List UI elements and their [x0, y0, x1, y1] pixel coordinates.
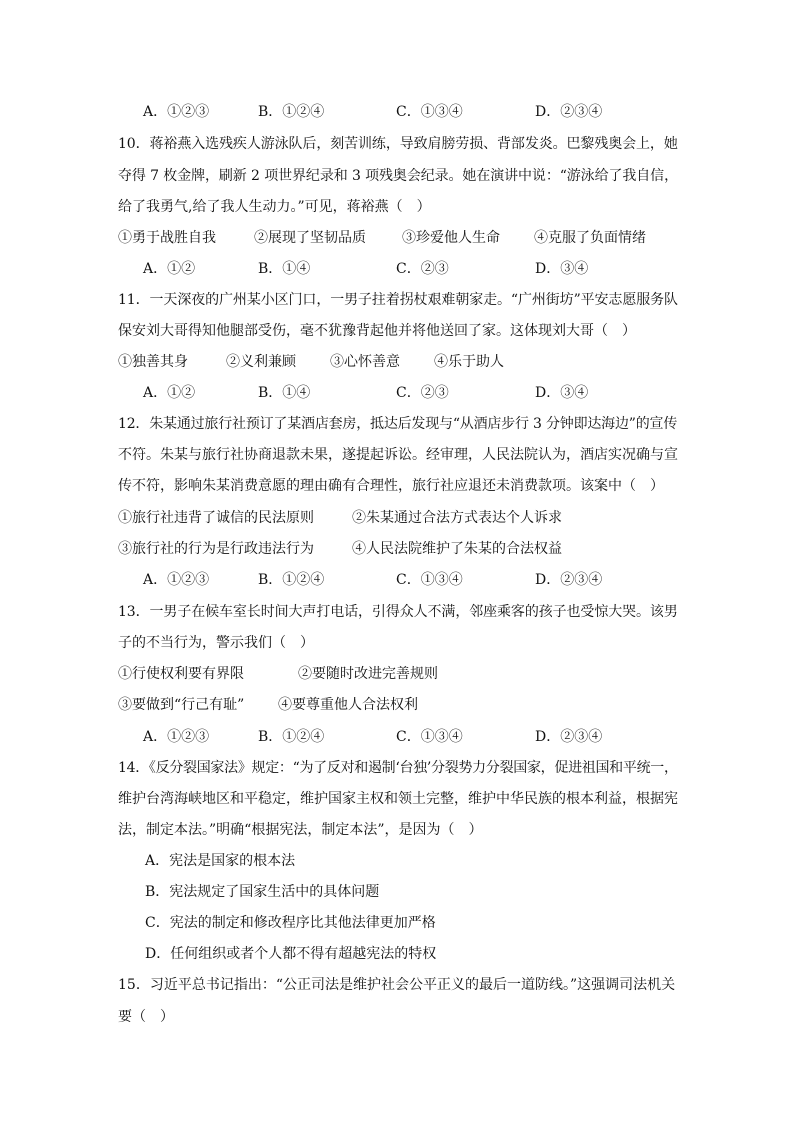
q9-option-d: D．②③④ [535, 104, 603, 120]
q10-stem-line-2: 夺得 7 枚金牌，刷新 2 项世界纪录和 3 项残奥会纪录。她在演讲中说：“游泳给了我自信， [118, 168, 678, 184]
q11-stem-line-2: 保安刘大哥得知他腿部受伤，毫不犹豫背起他并将他送回了家。这体现刘大哥（ ） [118, 323, 636, 339]
q11-option-b: B．①④ [258, 385, 311, 401]
q12-option-b: B．①②④ [258, 572, 325, 588]
q12-options [143, 570, 663, 590]
q9-option-c: C．①③④ [396, 104, 463, 120]
q9-options [143, 102, 663, 122]
q14-option-c: C．宪法的制定和修改程序比其他法律更加严格 [145, 915, 436, 931]
q12-stem-line-2: 不符。朱某与旅行社协商退款未果，遂提起诉讼。经审理，人民法院认为，酒店实况确与宣 [118, 447, 678, 463]
q11-statement-1: ①独善其身 [118, 354, 188, 370]
q12-statement-4: ④人民法院维护了朱某的合法权益 [352, 541, 562, 557]
q9-option-a: A．①②③ [143, 104, 210, 120]
q10-statement-2: ②展现了坚韧品质 [254, 230, 366, 246]
q10-option-a: A．①② [143, 261, 196, 277]
q14-stem-line-3: 法，制定本法。”明确“根据宪法，制定本法”，是因为（ ） [118, 822, 483, 838]
q11-options [143, 383, 663, 403]
q9-option-b: B．①②④ [258, 104, 325, 120]
q12-option-d: D．②③④ [535, 572, 603, 588]
q13-statement-2: ②要随时改进完善规则 [298, 666, 438, 682]
q13-statement-3: ③要做到“行己有耻” [118, 697, 245, 713]
q13-stem-line-2: 子的不当行为，警示我们（ ） [118, 635, 314, 651]
q14-stem-line-1: 14．《反分裂国家法》规定：“为了反对和遏制‘台独’分裂势力分裂国家，促进祖国和平统一， [118, 760, 678, 776]
q11-statement-3: ③心怀善意 [330, 354, 400, 370]
q10-statement-4: ④克服了负面情绪 [534, 230, 646, 246]
q14-option-a: A．宪法是国家的根本法 [145, 853, 296, 869]
q10-options [143, 259, 663, 279]
q11-option-c: C．②③ [396, 385, 449, 401]
q13-option-a: A．①②③ [143, 729, 210, 745]
q12-option-a: A．①②③ [143, 572, 210, 588]
q12-statement-2: ②朱某通过合法方式表达个人诉求 [352, 510, 562, 526]
q15-stem-line-1: 15．习近平总书记指出：“公正司法是维护社会公平正义的最后一道防线。”这强调司法机关 [118, 977, 676, 993]
q12-stem-line-3: 传不符，影响朱某消费意愿的理由确有合理性，旅行社应退还未消费款项。该案中（ ） [118, 478, 664, 494]
q13-option-d: D．②③④ [535, 729, 603, 745]
q13-option-b: B．①②④ [258, 729, 325, 745]
q12-stem-line-1: 12．朱某通过旅行社预订了某酒店套房，抵达后发现与“从酒店步行 3 分钟即达海边”的宣传 [118, 416, 678, 432]
q13-statement-4: ④要尊重他人合法权利 [278, 697, 418, 713]
q12-option-c: C．①③④ [396, 572, 463, 588]
q10-option-b: B．①④ [258, 261, 311, 277]
q14-option-d: D．任何组织或者个人都不得有超越宪法的特权 [145, 946, 437, 962]
q13-option-c: C．①③④ [396, 729, 463, 745]
q10-option-c: C．②③ [396, 261, 449, 277]
q13-stem-line-1: 13．一男子在候车室长时间大声打电话，引得众人不满，邻座乘客的孩子也受惊大哭。该男 [118, 604, 678, 620]
q12-statement-3: ③旅行社的行为是行政违法行为 [118, 541, 314, 557]
q13-statement-1: ①行使权利要有界限 [118, 666, 244, 682]
q10-statement-1: ①勇于战胜自我 [118, 230, 216, 246]
q11-stem-line-1: 11．一天深夜的广州某小区门口，一男子拄着拐杖艰难朝家走。“广州街坊”平安志愿服务队 [118, 292, 678, 308]
q11-statement-4: ④乐于助人 [434, 354, 504, 370]
q11-option-a: A．①② [143, 385, 196, 401]
q13-options [143, 727, 663, 747]
q14-stem-line-2: 维护台湾海峡地区和平稳定，维护国家主权和领土完整，维护中华民族的根本利益，根据宪 [118, 791, 678, 807]
q10-stem-line-3: 给了我勇气,给了我人生动力。”可见，蒋裕燕（ ） [118, 199, 431, 215]
q11-statement-2: ②义利兼顾 [226, 354, 296, 370]
q14-option-b: B．宪法规定了国家生活中的具体问题 [145, 884, 380, 900]
q10-option-d: D．③④ [535, 261, 589, 277]
q12-statement-1: ①旅行社违背了诚信的民法原则 [118, 510, 314, 526]
q11-option-d: D．③④ [535, 385, 589, 401]
q10-stem-line-1: 10．蒋裕燕入选残疾人游泳队后，刻苦训练，导致肩膀劳损、背部发炎。巴黎残奥会上，她 [118, 136, 678, 152]
q15-stem-line-2: 要（ ） [118, 1009, 174, 1025]
q10-statement-3: ③珍爱他人生命 [402, 230, 500, 246]
